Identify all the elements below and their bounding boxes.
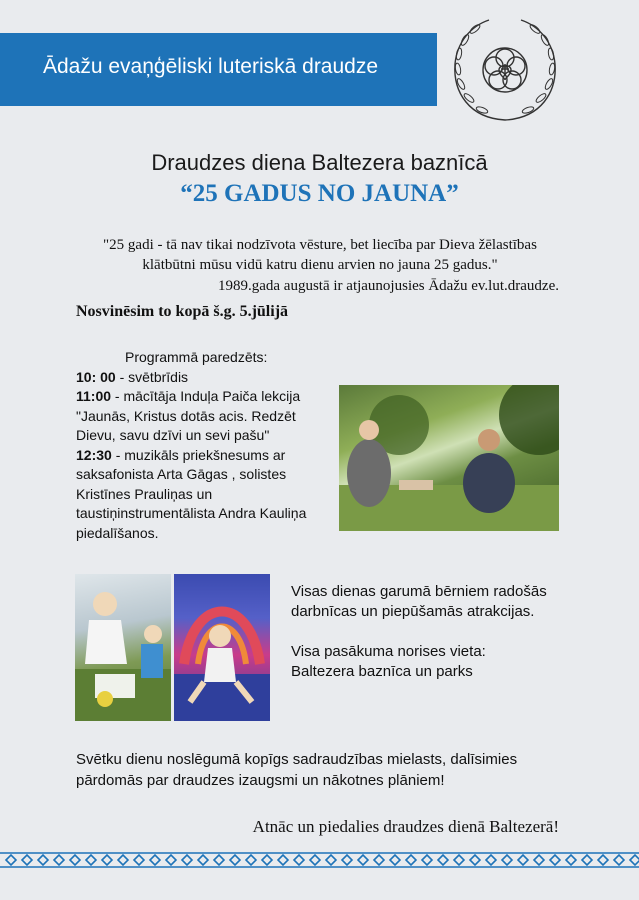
ornament-diamond: [166, 855, 176, 865]
venue: Baltezera baznīca un parks: [291, 663, 473, 680]
congregation-name: Ādažu evaņģēliski luteriskā draudze: [43, 55, 379, 78]
church-seal-logo: [449, 14, 561, 126]
folk-ornament-border: [0, 851, 639, 869]
quote-source: 1989.gada augustā ir atjaunojusies Ādažu ev.lut.draudze.: [217, 278, 559, 294]
ornament-diamond: [582, 855, 592, 865]
ornament-diamond: [198, 855, 208, 865]
quote: [60, 235, 580, 275]
ornament-diamond: [438, 855, 448, 865]
ornament-diamond: [22, 855, 32, 865]
ornament-diamond: [102, 855, 112, 865]
photo-kids-crafts: [75, 574, 171, 721]
program-time: 11:00: [76, 388, 112, 404]
ornament-diamond: [182, 855, 192, 865]
ornament-diamond: [118, 855, 128, 865]
luther-rose-icon: [483, 48, 527, 92]
closing-text: Svētku dienu noslēgumā kopīgs sadraudzības mielasts, dalīsimies pārdomās par draudzes izaugsmi un nākotnes plāniem!: [76, 751, 518, 789]
ornament-diamond: [534, 855, 544, 865]
celebration-date: Nosvinēsim to kopā š.g. 5.jūlijā: [76, 303, 289, 320]
program-item: [76, 387, 338, 446]
ornament-diamond: [86, 855, 96, 865]
ornament-diamond: [598, 855, 608, 865]
venue-label: Visa pasākuma norises vieta:: [291, 643, 486, 660]
program: [76, 348, 338, 543]
event-title: Draudzes diena Baltezera baznīcā: [151, 150, 488, 175]
ornament-diamond: [326, 855, 336, 865]
ornament-diamond: [134, 855, 144, 865]
ornament-diamond: [38, 855, 48, 865]
ornament-diamond: [422, 855, 432, 865]
ornament-diamond: [70, 855, 80, 865]
photo-lecture-outdoors: [339, 385, 559, 531]
ornament-diamond: [358, 855, 368, 865]
program-text: - muzikāls priekšnesums ar saksafonista Arta Gāgas , solistes Kristīnes Prauliņas un taustiņinstrumentālista Andra Kauliņa piedalīšanos.: [76, 446, 307, 541]
ornament-diamond: [502, 855, 512, 865]
ornament-diamond: [630, 855, 639, 865]
program-heading: Programmā paredzēts:: [125, 349, 268, 365]
ornament-diamond: [486, 855, 496, 865]
quote-line-2: klātbūtni mūsu vidū katru dienu arvien no jauna 25 gadus.": [142, 257, 498, 273]
ornament-diamond: [310, 855, 320, 865]
ornament-diamond: [278, 855, 288, 865]
ornament-diamond: [54, 855, 64, 865]
ornament-diamond: [550, 855, 560, 865]
program-text: - mācītāja Induļa Paiča lekcija "Jaunās, Kristus dotās acis. Redzēt Dievu, savu dzīvi un sevi pašu": [76, 388, 301, 443]
ornament-diamond: [342, 855, 352, 865]
ornament-diamond: [374, 855, 384, 865]
ornament-diamond: [390, 855, 400, 865]
ornament-diamond: [454, 855, 464, 865]
photo-child-inflatable: [174, 574, 270, 721]
ornament-diamond: [150, 855, 160, 865]
ornament-diamond: [518, 855, 528, 865]
ornament-diamond: [566, 855, 576, 865]
program-time: 12:30: [76, 446, 112, 463]
ornament-diamond: [214, 855, 224, 865]
ornament-diamond: [246, 855, 256, 865]
invitation: Atnāc un piedalies draudzes dienā Baltezerā!: [252, 817, 559, 836]
side-info: [291, 582, 581, 682]
ornament-diamond: [262, 855, 272, 865]
ornament-diamond: [294, 855, 304, 865]
program-text: - svētbrīdis: [115, 368, 189, 385]
ornament-diamond: [230, 855, 240, 865]
program-time: 10: 00: [76, 368, 116, 385]
ornament-diamond: [470, 855, 480, 865]
ornament-diamond: [6, 855, 16, 865]
quote-line-1: "25 gadi - tā nav tikai nodzīvota vēsture, bet liecība par Dieva žēlastības: [103, 237, 537, 253]
ornament-diamond: [406, 855, 416, 865]
ornament-diamond: [614, 855, 624, 865]
header-banner: [0, 33, 437, 106]
program-item: [76, 368, 338, 388]
kids-activities: Visas dienas garumā bērniem radošās darbnīcas un piepūšamās atrakcijas.: [291, 583, 547, 620]
event-slogan: “25 GADUS NO JAUNA”: [180, 180, 459, 207]
program-item: [76, 446, 338, 544]
